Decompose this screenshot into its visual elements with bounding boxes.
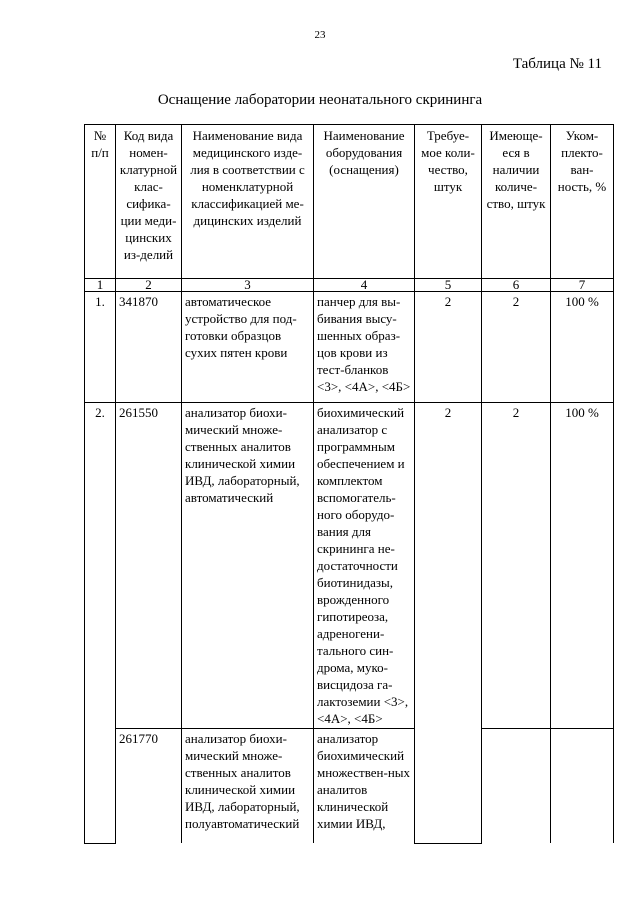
row-type-name: автоматическое устройство для под-готовки образцов сухих пятен крови	[182, 292, 314, 403]
column-number: 4	[314, 279, 415, 292]
row-code: 341870	[116, 292, 182, 403]
header-cell-type-name: Наименование вида медицинского изде-лия в соответствии с номенклатурной классификацией ме-дицинских изделий	[182, 125, 314, 279]
row-number: 2.	[85, 403, 116, 844]
page-number: 23	[314, 29, 326, 41]
table-title: Оснащение лаборатории неонатального скрининга	[157, 92, 483, 108]
column-numbers-row	[85, 279, 614, 292]
row-available: 2	[482, 292, 551, 403]
header-cell-number: № п/п	[85, 125, 116, 279]
column-number: 1	[85, 279, 116, 292]
table-number: Таблица № 11	[512, 56, 602, 72]
table-row	[85, 292, 614, 403]
table-row	[85, 403, 614, 729]
column-number: 6	[482, 279, 551, 292]
column-number: 7	[551, 279, 614, 292]
header-cell-required: Требуе-мое коли-чество, штук	[415, 125, 482, 279]
header-cell-code: Код вида номен-клатурной клас-сифика-ции меди-цинских из-делий	[116, 125, 182, 279]
header-row	[85, 125, 614, 279]
header-cell-equipment: Наименование оборудования (оснащения)	[314, 125, 415, 279]
header-cell-available: Имеюще-еся в наличии количе-ство, штук	[482, 125, 551, 279]
row-equipment: биохимический анализатор с программным обеспечением и комплектом вспомогатель-ного оборудо-вания для скрининга не-достаточности биотинидазы, врожденного гипотиреоза, адреногени-тального син-дрома, муко-висцидоза га-лактоземии <3>, <4А>, <4Б>	[314, 403, 415, 729]
column-number: 3	[182, 279, 314, 292]
row-type-name: анализатор биохи-мический множе-ственных аналитов клинической химии ИВД, лабораторный, полуавтоматический	[182, 729, 314, 844]
row-completeness	[551, 729, 614, 844]
row-available	[482, 729, 551, 844]
equipment-table	[84, 124, 614, 844]
row-type-name: анализатор биохи-мический множе-ственных аналитов клинической химии ИВД, лабораторный, автоматический	[182, 403, 314, 729]
row-code: 261550	[116, 403, 182, 729]
row-equipment: панчер для вы-бивания высу-шенных образ-цов крови из тест-бланков <3>, <4А>, <4Б>	[314, 292, 415, 403]
row-equipment: анализатор биохимический множествен-ных аналитов клинической химии ИВД,	[314, 729, 415, 844]
column-number: 5	[415, 279, 482, 292]
row-completeness: 100 %	[551, 292, 614, 403]
row-completeness: 100 %	[551, 403, 614, 729]
row-required: 2	[415, 292, 482, 403]
row-number: 1.	[85, 292, 116, 403]
header-cell-completeness: Уком-плекто-ван-ность, %	[551, 125, 614, 279]
table-row	[85, 729, 614, 844]
row-required: 2	[415, 403, 482, 844]
column-number: 2	[116, 279, 182, 292]
row-available: 2	[482, 403, 551, 729]
row-code: 261770	[116, 729, 182, 844]
